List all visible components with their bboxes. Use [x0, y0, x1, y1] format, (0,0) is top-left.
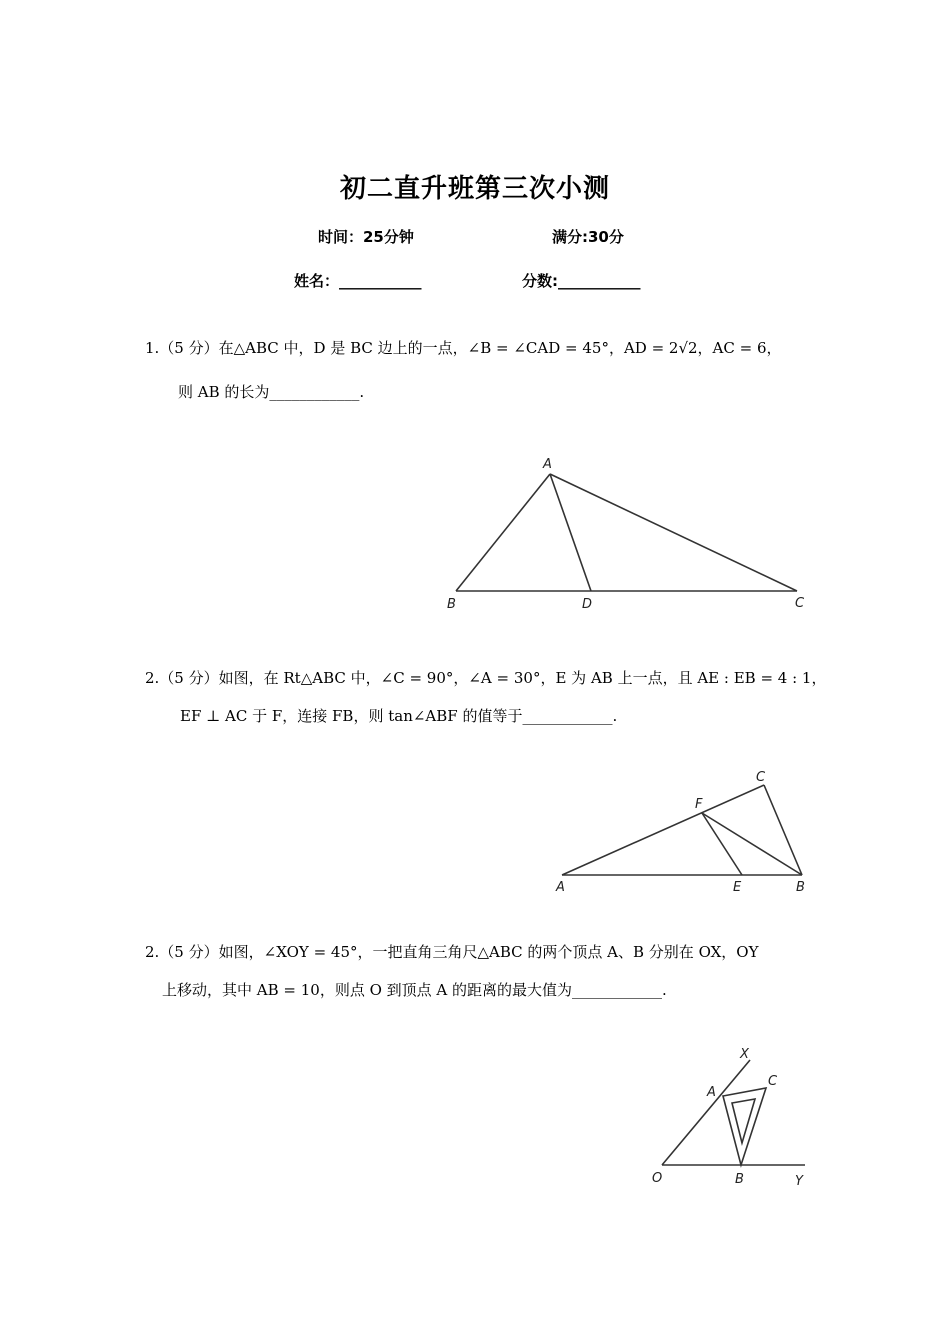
fig1-label-c: C — [795, 596, 805, 611]
fig2-label-a: A — [556, 880, 565, 895]
fig2-label-e: E — [733, 880, 742, 895]
fig1-label-a: A — [543, 457, 552, 472]
fig3-label-o: O — [652, 1171, 663, 1186]
question-2-line-1: 2.（5 分）如图，在 Rt△ABC 中，∠C = 90°，∠A = 30°，E 为 AB 上一点，且 AE : EB = 4 : 1， — [145, 669, 827, 687]
question-1-line-1: 1.（5 分）在△ABC 中，D 是 BC 边上的一点，∠B = ∠CAD = 45°，AD = 2√2，AC = 6， — [145, 339, 782, 357]
fig3-label-x: X — [740, 1047, 749, 1062]
fig2-label-b: B — [796, 880, 805, 895]
fig1-label-d: D — [582, 597, 593, 612]
fig3-inner-triangle — [732, 1099, 755, 1143]
question-2-line-2: EF ⊥ AC 于 F，连接 FB，则 tan∠ABF 的值等于____________. — [180, 707, 618, 725]
page-title: 初二直升班第三次小测 — [339, 174, 610, 204]
fig1-label-b: B — [447, 597, 456, 612]
fig3-label-y: Y — [795, 1174, 803, 1189]
fig3-label-a: A — [707, 1085, 716, 1100]
question-3-line-1: 2.（5 分）如图，∠XOY = 45°，一把直角三角尺△ABC 的两个顶点 A、B 分别在 OX，OY — [145, 943, 759, 961]
time-info: 时间：25分钟 — [318, 228, 414, 246]
full-score-info: 满分:30分 — [552, 228, 624, 246]
fig2-label-c: C — [756, 770, 766, 785]
question-1-line-2: 则 AB 的长为____________. — [178, 383, 365, 401]
fig3-label-b: B — [735, 1172, 744, 1187]
fig2-label-f: F — [695, 797, 703, 812]
name-field: 姓名：___________ — [294, 272, 422, 290]
fig3-outer-triangle — [723, 1088, 766, 1165]
fig3-label-c: C — [768, 1074, 778, 1089]
question-3-line-2: 上移动，其中 AB = 10，则点 O 到顶点 A 的距离的最大值为____________. — [162, 981, 667, 999]
score-field: 分数:___________ — [522, 272, 641, 290]
